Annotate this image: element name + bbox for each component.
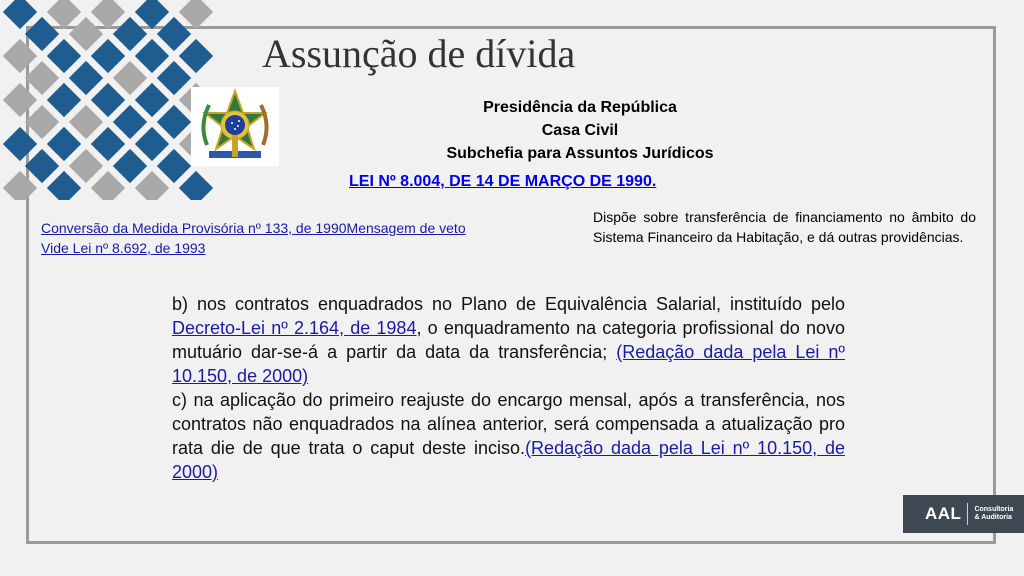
mosaic-diamond bbox=[91, 171, 125, 200]
mosaic-diamond bbox=[69, 17, 103, 51]
mosaic-diamond bbox=[69, 105, 103, 139]
decreto-lei-link[interactable]: Decreto-Lei nº 2.164, de 1984 bbox=[172, 318, 417, 338]
veto-message-link[interactable]: Mensagem de veto bbox=[346, 220, 466, 236]
mosaic-diamond bbox=[113, 105, 147, 139]
mosaic-diamond bbox=[135, 39, 169, 73]
mosaic-diamond bbox=[113, 17, 147, 51]
mosaic-diamond bbox=[47, 0, 81, 29]
law-title-link[interactable]: LEI Nº 8.004, DE 14 DE MARÇO DE 1990. bbox=[349, 173, 657, 190]
mosaic-diamond bbox=[135, 127, 169, 161]
redacao-link-c[interactable]: (Redação dada pela Lei nº 10.150, de 2000) bbox=[172, 438, 846, 482]
law-body-text bbox=[172, 292, 845, 484]
mosaic-diamond bbox=[25, 149, 59, 183]
brazil-coat-of-arms-icon bbox=[191, 87, 279, 166]
mosaic-diamond bbox=[179, 0, 213, 29]
mosaic-diamond bbox=[3, 0, 37, 29]
mosaic-diamond bbox=[157, 61, 191, 95]
mosaic-diamond bbox=[91, 83, 125, 117]
mosaic-diamond bbox=[25, 105, 59, 139]
mosaic-diamond bbox=[47, 83, 81, 117]
mosaic-diamond bbox=[113, 149, 147, 183]
mosaic-diamond bbox=[3, 171, 37, 200]
logo-separator bbox=[967, 503, 968, 525]
paragraph-b: b) nos contratos enquadrados no Plano de Equivalência Salarial, instituído pelo Decreto-Lei nº 2.164, de 1984, o enquadramento na categoria profissional do novo mutuário dar-se-á a partir da data da transferência; (Redação dada pela Lei nº 10.150, de 2000) bbox=[172, 294, 845, 386]
mosaic-diamond bbox=[135, 0, 169, 29]
mosaic-diamond bbox=[135, 83, 169, 117]
mosaic-diamond bbox=[91, 0, 125, 29]
mosaic-diamond bbox=[25, 17, 59, 51]
redacao-link-b[interactable]: (Redação dada pela Lei nº 10.150, de 2000) bbox=[172, 342, 845, 386]
conversion-mp-link[interactable]: Conversão da Medida Provisória nº 133, de 1990 bbox=[41, 220, 347, 236]
mosaic-diamond bbox=[91, 127, 125, 161]
law-summary: Dispõe sobre transferência de financiamento no âmbito do Sistema Financeiro da Habitação, e dá outras providências. bbox=[593, 209, 976, 245]
mosaic-diamond bbox=[47, 171, 81, 200]
mosaic-diamond bbox=[157, 17, 191, 51]
mosaic-diamond bbox=[91, 39, 125, 73]
mosaic-diamond bbox=[157, 105, 191, 139]
mosaic-diamond bbox=[47, 39, 81, 73]
mosaic-diamond bbox=[113, 61, 147, 95]
logo-subtitle: Consultoria & Auditoria bbox=[974, 506, 1014, 521]
mosaic-diamond bbox=[69, 149, 103, 183]
header-line-subchefia: Subchefia para Assuntos Jurídicos bbox=[446, 145, 714, 162]
mosaic-diamond bbox=[179, 39, 213, 73]
header-line-casa-civil: Casa Civil bbox=[541, 122, 619, 139]
vide-lei-link[interactable]: Vide Lei nº 8.692, de 1993 bbox=[41, 240, 206, 256]
aal-logo bbox=[903, 495, 1024, 533]
mosaic-diamond bbox=[157, 149, 191, 183]
header-line-presidencia: Presidência da República bbox=[483, 99, 677, 116]
diamond-mosaic-decoration bbox=[0, 0, 220, 200]
slide-title: Assunção de dívida bbox=[262, 31, 576, 76]
mosaic-diamond bbox=[179, 171, 213, 200]
mosaic-diamond bbox=[25, 61, 59, 95]
paragraph-c: c) na aplicação do primeiro reajuste do encargo mensal, após a transferência, nos contratos não enquadrados na alínea anterior, será compensada a atualização pro rata die de que trata o caput deste inciso.(Redação dada pela Lei nº 10.150, de 2000) bbox=[172, 390, 846, 482]
mosaic-diamond bbox=[3, 127, 37, 161]
related-links bbox=[41, 218, 466, 258]
mosaic-diamond bbox=[3, 39, 37, 73]
logo-mark: AAL bbox=[925, 504, 962, 523]
institution-header bbox=[380, 96, 780, 165]
mosaic-diamond bbox=[135, 171, 169, 200]
mosaic-diamond bbox=[3, 83, 37, 117]
mosaic-diamond bbox=[47, 127, 81, 161]
mosaic-diamond bbox=[69, 61, 103, 95]
